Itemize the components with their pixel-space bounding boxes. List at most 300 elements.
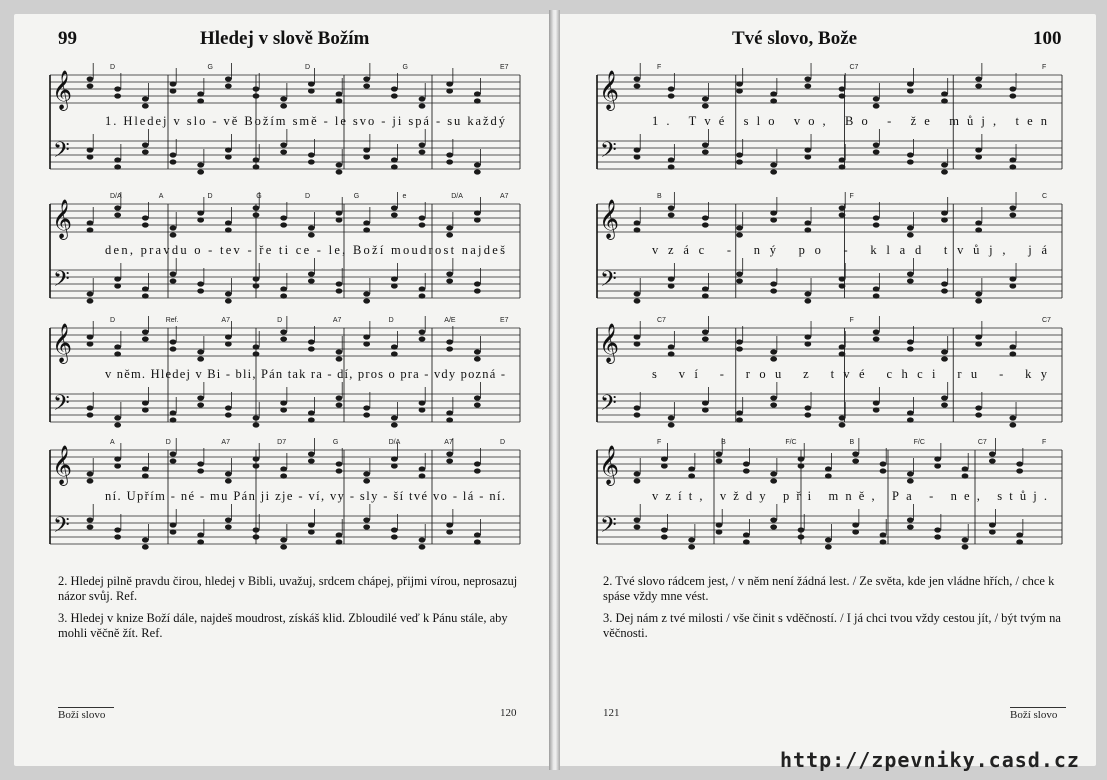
note-head (941, 91, 948, 96)
note-head (280, 103, 287, 108)
note-head (170, 451, 177, 456)
left-song-title: Hledej v slově Božím (200, 28, 370, 49)
right-verse-2: 2. Tvé slovo rádcem jest, / v něm není žádná lest. / Ze světa, kde jen vládne hřích, / chce k spáse vždy mne vést. (603, 574, 1055, 603)
treble-clef-icon: 𝄞 (52, 323, 73, 363)
note-head (225, 524, 232, 529)
chord-symbol: D/A (388, 439, 401, 446)
note-head (962, 466, 969, 471)
note-head (170, 417, 177, 422)
bass-staff (50, 129, 520, 175)
note-head (907, 417, 914, 422)
left-verse-3: 3. Hledej v knize Boží dále, najdeš moudrost, získáš klid. Zbloudilé veď k Pánu stále, aby mohli věčně žít. Ref. (58, 611, 508, 640)
note-head (668, 283, 675, 288)
note-head (446, 159, 453, 164)
note-head (770, 478, 777, 483)
note-head (736, 271, 743, 276)
note-head (736, 278, 743, 283)
note-head (634, 334, 641, 339)
note-head (114, 283, 121, 288)
note-head (770, 402, 777, 407)
note-head (225, 334, 232, 339)
note-head (736, 410, 743, 415)
note-head (634, 147, 641, 152)
note-head (87, 471, 94, 476)
note-head (308, 410, 315, 415)
note-head (336, 169, 343, 174)
note-head (907, 346, 914, 351)
chord-symbol: D7 (277, 439, 287, 446)
chord-symbol: B (721, 439, 726, 446)
note-head (668, 93, 675, 98)
note-head (736, 81, 743, 86)
chord-symbol: F (1042, 439, 1047, 446)
note-head (770, 471, 777, 476)
note-head (702, 222, 709, 227)
chord-symbol: D (165, 439, 171, 446)
note-head (336, 162, 343, 167)
note-head (770, 162, 777, 167)
note-head (975, 412, 982, 417)
note-head (391, 463, 398, 468)
note-head (114, 534, 121, 539)
note-head (142, 537, 149, 542)
note-head (170, 339, 177, 344)
note-head (87, 298, 94, 303)
note-head (668, 415, 675, 420)
note-head (941, 98, 948, 103)
bass-clef-icon: 𝄢 (53, 513, 70, 543)
chord-symbol: D (305, 64, 311, 71)
note-head (114, 276, 121, 281)
note-head (280, 149, 287, 154)
chord-symbol: B (657, 193, 662, 200)
chord-symbol: C7 (849, 64, 859, 71)
note-head (142, 222, 149, 227)
note-head (87, 405, 94, 410)
note-head (804, 341, 811, 346)
note-head (170, 522, 177, 527)
note-head (419, 103, 426, 108)
note-head (336, 91, 343, 96)
note-head (688, 544, 695, 549)
note-head (634, 524, 641, 529)
note-head (170, 458, 177, 463)
note-head (197, 210, 204, 215)
treble-staff (597, 63, 1062, 109)
note-head (419, 222, 426, 227)
note-head (363, 298, 370, 303)
lyric-line: den, pravdu o - tev - ře ti ce - le, Boží moudrost najdeš (105, 243, 505, 257)
chord-symbol: B (849, 439, 855, 446)
note-head (391, 456, 398, 461)
note-head (225, 154, 232, 159)
note-head (634, 341, 641, 346)
left-verse-2: 2. Hledej pilně pravdu čirou, hledej v Bibli, uvažuj, srdcem chápej, přijmi vírou, neprosazuj názor svůj. Ref. (58, 574, 518, 603)
note-head (419, 544, 426, 549)
note-head (363, 220, 370, 225)
note-head (363, 341, 370, 346)
chord-symbol: D/A (110, 193, 122, 200)
note-head (87, 412, 94, 417)
note-head (907, 478, 914, 483)
note-head (308, 278, 315, 283)
music-system (597, 63, 1062, 175)
note-head (308, 232, 315, 237)
note-head (907, 159, 914, 164)
note-head (114, 463, 121, 468)
note-head (661, 534, 668, 539)
note-head (142, 336, 149, 341)
chord-symbol: A7 (221, 439, 230, 446)
note-head (1009, 283, 1016, 288)
note-head (87, 83, 94, 88)
note-head (474, 217, 481, 222)
chord-symbol: F/C (913, 439, 925, 446)
note-head (873, 400, 880, 405)
note-head (825, 544, 832, 549)
note-head (770, 210, 777, 215)
note-head (634, 76, 641, 81)
bass-staff (597, 258, 1062, 304)
note-head (716, 529, 723, 534)
note-head (336, 532, 343, 537)
note-head (668, 205, 675, 210)
note-head (197, 217, 204, 222)
note-head (770, 349, 777, 354)
note-head (170, 159, 177, 164)
note-head (419, 215, 426, 220)
treble-staff (597, 316, 1062, 362)
note-head (336, 356, 343, 361)
note-head (634, 405, 641, 410)
lyric-line: 1. Tvé slo vo, Bo - že můj, ten (652, 114, 1047, 128)
note-head (975, 76, 982, 81)
note-head (702, 142, 709, 147)
note-head (170, 152, 177, 157)
note-head (446, 529, 453, 534)
note-head (770, 395, 777, 400)
note-head (170, 346, 177, 351)
note-head (634, 154, 641, 159)
chord-symbol: G (207, 64, 213, 71)
note-head (1016, 468, 1023, 473)
note-head (1009, 86, 1016, 91)
note-head (804, 334, 811, 339)
note-head (87, 147, 94, 152)
note-head (1009, 212, 1016, 217)
note-head (873, 336, 880, 341)
note-head (934, 527, 941, 532)
note-head (668, 422, 675, 427)
note-head (419, 329, 426, 334)
note-head (907, 278, 914, 283)
note-head (975, 227, 982, 232)
note-head (716, 451, 723, 456)
note-head (702, 407, 709, 412)
note-head (852, 458, 859, 463)
note-head (975, 298, 982, 303)
right-verse-3: 3. Dej nám z tvé milosti / vše činit s vděčností. / I já chci tvou vždy cestou jít, / být tvým na věčnosti. (603, 611, 1061, 640)
note-head (308, 522, 315, 527)
note-head (170, 81, 177, 86)
note-head (852, 451, 859, 456)
chord-symbol: F/C (785, 439, 797, 446)
note-head (363, 471, 370, 476)
bass-staff (597, 129, 1062, 175)
treble-clef-icon: 𝄞 (599, 323, 620, 363)
note-head (446, 410, 453, 415)
note-head (474, 539, 481, 544)
note-head (702, 336, 709, 341)
note-head (975, 83, 982, 88)
note-head (736, 339, 743, 344)
treble-clef-icon: 𝄞 (52, 199, 73, 239)
note-head (446, 271, 453, 276)
note-head (280, 96, 287, 101)
note-head (1016, 532, 1023, 537)
note-head (634, 83, 641, 88)
note-head (825, 473, 832, 478)
chord-symbol: A (158, 193, 164, 200)
note-head (363, 334, 370, 339)
note-head (634, 517, 641, 522)
note-head (446, 232, 453, 237)
note-head (941, 288, 948, 293)
note-head (419, 96, 426, 101)
note-head (975, 405, 982, 410)
note-head (446, 88, 453, 93)
note-head (336, 281, 343, 286)
note-head (363, 147, 370, 152)
note-head (873, 286, 880, 291)
chord-symbol: G (402, 64, 408, 71)
note-head (114, 93, 121, 98)
note-head (363, 83, 370, 88)
note-head (634, 291, 641, 296)
note-head (934, 456, 941, 461)
note-head (634, 412, 641, 417)
note-head (391, 415, 398, 420)
chord-symbol: D (388, 317, 394, 324)
note-head (142, 286, 149, 291)
note-head (702, 215, 709, 220)
right-music-systems (597, 63, 1062, 550)
note-head (308, 529, 315, 534)
note-head (736, 232, 743, 237)
note-head (907, 152, 914, 157)
note-head (1016, 461, 1023, 466)
note-head (804, 291, 811, 296)
chord-symbol: D (277, 317, 283, 324)
chord-symbol: D (110, 64, 116, 71)
note-head (668, 157, 675, 162)
note-head (474, 210, 481, 215)
note-head (363, 412, 370, 417)
note-head (941, 281, 948, 286)
note-head (1009, 415, 1016, 420)
chord-symbol: e (402, 193, 407, 200)
lyric-line: ní. Upřím - né - mu Pán ji zje - ví, vy - sly - ší tvé vo - lá - ní. (105, 489, 506, 503)
note-head (770, 517, 777, 522)
note-head (114, 212, 121, 217)
right-footer-page: 121 (603, 707, 620, 719)
right-song-title: Tvé slovo, Bože (732, 28, 858, 49)
note-head (142, 103, 149, 108)
note-head (225, 478, 232, 483)
note-head (197, 169, 204, 174)
note-head (114, 351, 121, 356)
note-head (87, 334, 94, 339)
note-head (225, 341, 232, 346)
note-head (474, 281, 481, 286)
note-head (873, 293, 880, 298)
chord-symbol: D (500, 439, 506, 446)
note-head (736, 346, 743, 351)
chord-symbol: C7 (977, 439, 987, 446)
note-head (280, 544, 287, 549)
music-system (50, 438, 520, 550)
note-head (280, 329, 287, 334)
note-head (804, 154, 811, 159)
note-head (225, 76, 232, 81)
left-footer-section: Boží slovo (58, 707, 114, 721)
note-head (668, 344, 675, 349)
note-head (474, 402, 481, 407)
note-head (280, 336, 287, 341)
note-head (446, 346, 453, 351)
note-head (702, 96, 709, 101)
note-head (474, 98, 481, 103)
left-music-systems (50, 63, 520, 550)
note-head (363, 291, 370, 296)
lyric-line: v něm. Hledej v Bi - bli, Pán tak ra - dí, pros o pra - vdy pozná - (105, 367, 506, 381)
note-head (142, 142, 149, 147)
note-head (1016, 539, 1023, 544)
note-head (941, 169, 948, 174)
note-head (87, 76, 94, 81)
note-head (391, 212, 398, 217)
note-head (1009, 351, 1016, 356)
note-head (934, 463, 941, 468)
note-head (702, 293, 709, 298)
note-head (336, 210, 343, 215)
note-head (87, 291, 94, 296)
note-head (770, 91, 777, 96)
note-head (474, 461, 481, 466)
note-head (1009, 93, 1016, 98)
note-head (114, 157, 121, 162)
chord-symbol: A (110, 439, 115, 446)
chord-symbol: F (1042, 64, 1047, 71)
note-head (114, 527, 121, 532)
note-head (907, 339, 914, 344)
note-head (1009, 157, 1016, 162)
note-head (907, 81, 914, 86)
note-head (825, 537, 832, 542)
note-head (668, 351, 675, 356)
note-head (225, 405, 232, 410)
note-head (225, 412, 232, 417)
note-head (280, 407, 287, 412)
note-head (907, 88, 914, 93)
chord-symbol: C7 (657, 317, 666, 324)
note-head (142, 96, 149, 101)
note-head (907, 524, 914, 529)
bass-clef-icon: 𝄢 (53, 267, 70, 297)
music-system (50, 63, 520, 175)
note-head (363, 76, 370, 81)
bass-staff (50, 504, 520, 550)
note-head (280, 222, 287, 227)
note-head (446, 339, 453, 344)
bass-staff (50, 382, 520, 428)
note-head (736, 88, 743, 93)
note-head (197, 349, 204, 354)
watermark-url: http://zpevniky.casd.cz (780, 748, 1080, 772)
note-head (873, 329, 880, 334)
music-system (50, 316, 520, 428)
note-head (363, 227, 370, 232)
note-head (962, 473, 969, 478)
note-head (114, 164, 121, 169)
note-head (975, 154, 982, 159)
note-head (419, 142, 426, 147)
note-head (770, 217, 777, 222)
note-head (668, 164, 675, 169)
note-head (716, 458, 723, 463)
note-head (975, 220, 982, 225)
note-head (804, 220, 811, 225)
chord-symbol: F (849, 193, 854, 200)
note-head (336, 217, 343, 222)
note-head (142, 293, 149, 298)
note-head (142, 544, 149, 549)
left-footer-page: 120 (500, 707, 517, 719)
note-head (989, 529, 996, 534)
note-head (170, 278, 177, 283)
note-head (253, 422, 260, 427)
note-head (688, 537, 695, 542)
note-head (419, 149, 426, 154)
note-head (688, 473, 695, 478)
note-head (308, 152, 315, 157)
note-head (941, 210, 948, 215)
note-head (852, 529, 859, 534)
note-head (941, 402, 948, 407)
note-head (474, 356, 481, 361)
note-head (962, 544, 969, 549)
note-head (880, 468, 887, 473)
chord-symbol: D (305, 193, 311, 200)
lyric-line: s ví - rou z tvé chci ru - ky (652, 367, 1047, 381)
chord-symbol: A7 (221, 317, 230, 324)
note-head (419, 473, 426, 478)
note-head (770, 288, 777, 293)
note-head (114, 205, 121, 210)
treble-clef-icon: 𝄞 (599, 199, 620, 239)
chord-symbol: F (849, 317, 854, 324)
note-head (446, 81, 453, 86)
bass-staff (597, 504, 1062, 550)
note-head (873, 407, 880, 412)
note-head (197, 461, 204, 466)
note-head (391, 344, 398, 349)
note-head (770, 169, 777, 174)
note-head (474, 162, 481, 167)
note-head (446, 417, 453, 422)
note-head (873, 103, 880, 108)
note-head (825, 466, 832, 471)
